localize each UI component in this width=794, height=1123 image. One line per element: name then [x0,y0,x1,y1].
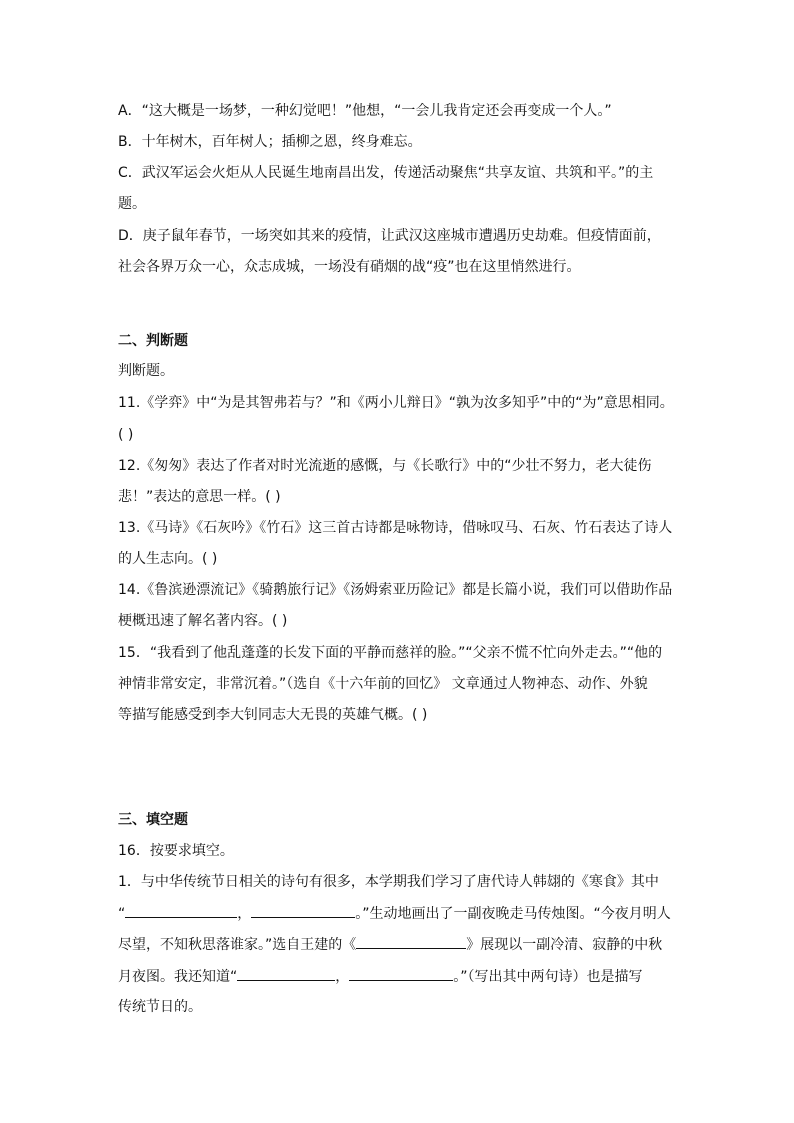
q14-line-1: 14.《鲁滨逊漂流记》《骑鹅旅行记》《汤姆索亚历险记》都是长篇小说，我们可以借助作品 [118,582,673,598]
option-d-line-1: D．庚子鼠年春节，一场突如其来的疫情，让武汉这座城市遭遇历史劫难。但疫情面前， [118,228,661,244]
q16-1-line-3 [118,934,662,955]
q13-line-1: 13.《马诗》《石灰吟》《竹石》这三首古诗都是咏物诗，借咏叹马、石灰、竹石表达了诗人 [118,520,673,536]
answer-blank-3[interactable] [237,966,335,981]
q16-1-line-5: 传统节日的。 [118,999,202,1015]
option-c-line-2: 题。 [118,196,146,212]
judgment-instruction: 判断题。 [118,363,174,379]
option-c-line-1: C．武汉军运会火炬从人民诞生地南昌出发，传递活动聚焦“共享友谊、共筑和平。”的主 [118,165,654,181]
option-a-line-1: A．“这大概是一场梦，一种幻觉吧！”他想，“一会儿我肯定还会再变成一个人。” [118,103,612,119]
line-4-text: 月夜图。我还知道“ [118,969,238,985]
q15-line-1: 15．“我看到了他乱蓬蓬的长发下面的平静而慈祥的脸。”“父亲不慌不忙向外走去。”“他的 [118,645,663,661]
q16-intro: 16．按要求填空。 [118,843,234,859]
answer-blank-title[interactable] [356,934,466,949]
line-3-text: 尽望，不知秋思落谁家。”选自王建的《 [118,937,357,953]
answer-blank-4[interactable] [349,966,453,981]
q11-line-1: 11.《学弈》中“为是其智弗若与？”和《两小儿辩日》“孰为汝多知乎”中的“为”意思相同。 [118,395,674,411]
answer-blank-2[interactable] [251,903,355,918]
blank-separator-comma-2: ， [335,969,350,985]
q16-1-line-2 [118,903,671,924]
q16-1-line-1: 1．与中华传统节日相关的诗句有很多，本学期我们学习了唐代诗人韩翃的《寒食》其中 [118,874,659,890]
q15-line-3[interactable]: 等描写能感受到李大钊同志大无畏的英雄气概。( ) [118,707,428,723]
q11-answer-paren[interactable]: ( ) [118,427,134,443]
open-quote: “ [118,906,126,922]
line-3-remainder: 》展现以一副冷清、寂静的中秋 [466,937,663,953]
q12-line-2[interactable]: 悲！”表达的意思一样。( ) [118,489,281,505]
section-heading-fill-blank: 三、填空题 [118,812,188,828]
q12-line-1: 12.《匆匆》表达了作者对时光流逝的感慨，与《长歌行》中的“少壮不努力，老大徒伤 [118,458,652,474]
q16-1-line-4 [118,966,643,987]
blank-separator-comma: ， [237,906,252,922]
section-heading-judgment: 二、判断题 [118,333,188,349]
option-b-line-1: B．十年树木，百年树人；插柳之恩，终身难忘。 [118,134,422,150]
q13-line-2[interactable]: 的人生志向。( ) [118,551,218,567]
line-4-remainder: 。”（写出其中两句诗）也是描写 [453,969,643,985]
line-2-remainder: 。”生动地画出了一副夜晚走马传烛图。“今夜月明人 [355,906,671,922]
answer-blank-1[interactable] [125,903,237,918]
q15-line-2: 神情非常安定，非常沉着。”（选自《十六年前的回忆》 文章通过人物神态、动作、外貌 [118,676,648,692]
option-d-line-2: 社会各界万众一心，众志成城，一场没有硝烟的战“疫”也在这里悄然进行。 [118,259,581,275]
q14-line-2[interactable]: 梗概迅速了解名著内容。( ) [118,613,288,629]
